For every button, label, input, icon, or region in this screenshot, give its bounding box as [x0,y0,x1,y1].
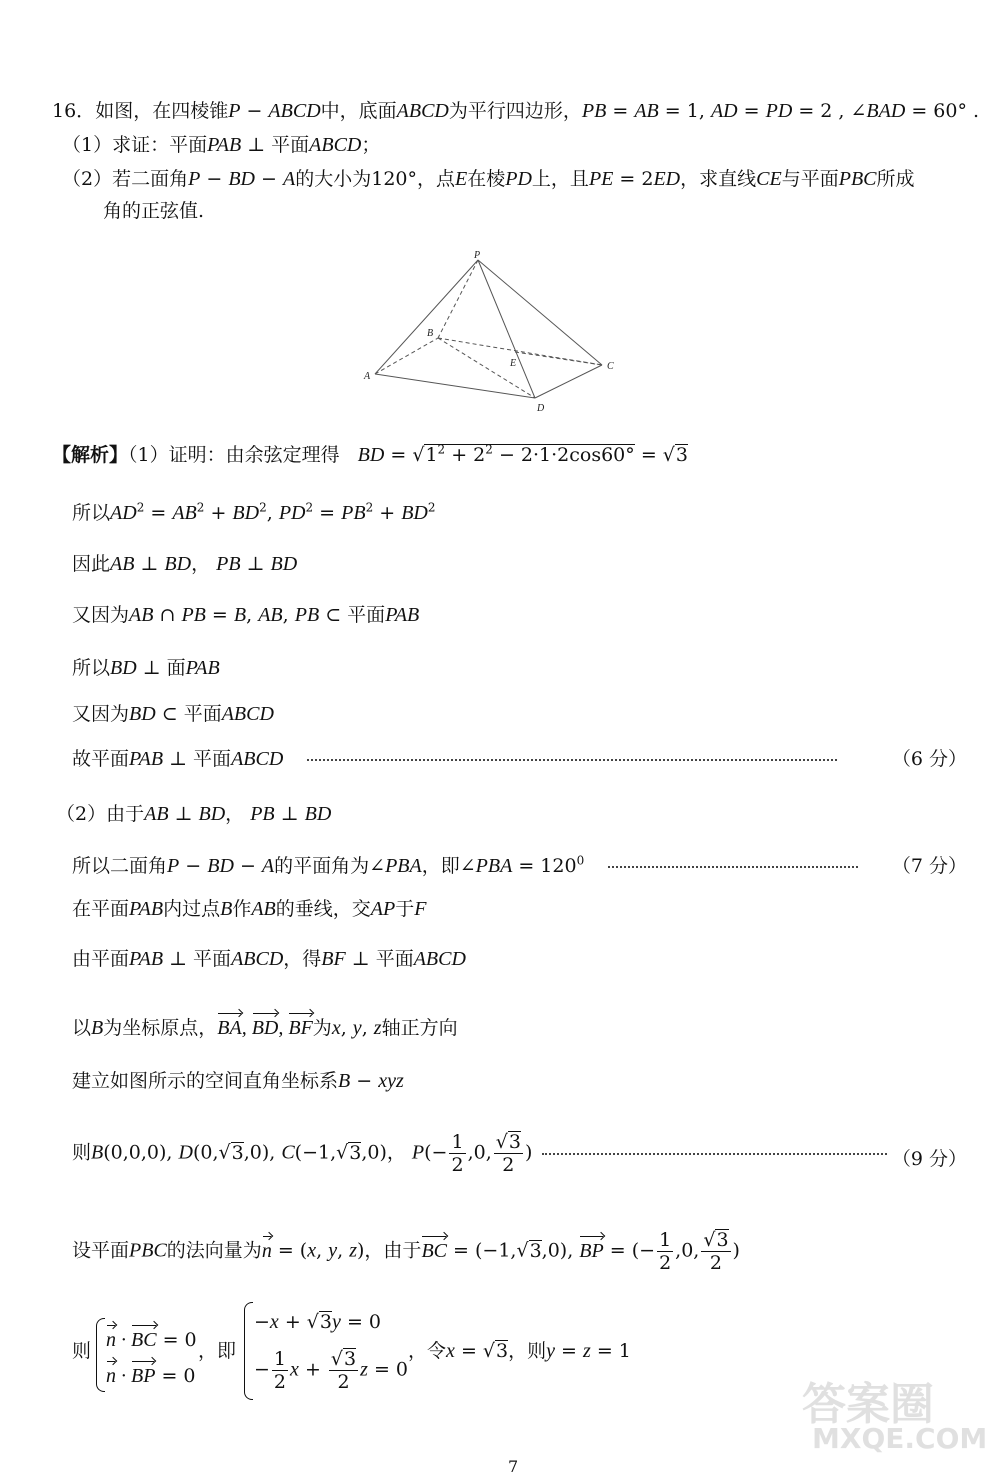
edge-AB [375,338,438,374]
edge-PC [478,260,602,365]
solution-line-14: 则B(0,0,0), D(0,√3,0), C(−1,√3,0)， P(− $\frac{1}{2}$ ,0, $\frac{√3}{2}$ ) （9 分） [72,1131,967,1176]
problem-part2: （2）若二面角P − BD − A的大小为120°，点E在棱PD上，且PE = 2ED，求直线CE与平面PBC所成 [62,168,915,190]
leader-dots [608,866,858,868]
solution-line-3: 因此AB ⊥ BD， PB ⊥ BD [72,553,298,575]
label-A: A [364,371,371,382]
equation-4: − $\frac{1}{2}$ x + $\frac{√3}{2}$ z = 0 [254,1348,408,1393]
edge-DC [535,365,602,398]
equation-1: n · BC = 0 [106,1322,197,1352]
label-P: P [474,250,481,261]
problem-part2-line2: 角的正弦值. [103,200,205,222]
edge-PA [375,260,478,374]
solution-line-16-ji: ，即 [198,1340,237,1362]
solution-line-13: 建立如图所示的空间直角坐标系B − xyz [72,1070,404,1092]
solution-line-2: 所以$AD^2 = AB^2 + BD^2$, $PD^2 = PB^2 + BD^2$ [72,500,436,524]
equation-3: −x + √3y = 0 [254,1311,381,1333]
solution-line-9: 所以二面角P − BD − A的平面角为∠PBA，即∠PBA = $120^0$ （7 分） [72,853,967,877]
leader-dots [542,1153,887,1155]
left-brace [244,1302,253,1400]
equation-2: n · BP = 0 [106,1358,196,1388]
label-E: E [510,358,517,369]
score-7: （7 分） [891,855,967,877]
solution-line-1: 【解析】（1）证明：由余弦定理得 BD = $√1^2 + 2^2 - 2\cdot 1\cdot 2\cos 60^\circ = √3$ [52,442,688,466]
solution-line-5: 所以BD ⊥ 面PAB [72,657,220,679]
solution-line-7: 故平面PAB ⊥ 平面ABCD （6 分） [72,748,967,770]
leader-dots [307,759,837,761]
edge-PB [438,260,478,338]
solution-line-16-label: 则 [72,1340,92,1362]
edge-PD [478,260,535,398]
watermark-logo: 答案圈 MXQE.COM [802,1379,988,1455]
solution-line-15: 设平面PBC的法向量为n = (x, y, z)，由于BC = (−1,√3,0), BP = (− $\frac{1}{2}$ ,0, $\frac{√3}{2}$ ) [72,1229,740,1274]
solution-line-16-rest: ，令x = √3，则y = z = 1 [408,1340,631,1362]
edge-AD [375,374,535,398]
pyramid-figure [360,248,620,418]
solution-line-8: （2）由于AB ⊥ BD， PB ⊥ BD [56,803,332,825]
edge-BD [438,338,535,398]
solution-line-11: 由平面PAB ⊥ 平面ABCD，得BF ⊥ 平面ABCD [72,948,466,970]
label-D: D [537,403,545,414]
left-brace [96,1318,105,1392]
solution-line-10: 在平面PAB内过点B作AB的垂线，交AP于F [72,898,427,920]
solution-line-12: 以B为坐标原点，BA, BD, BF为x, y, z轴正方向 [72,1010,458,1040]
problem-part1: （1）求证：平面PAB ⊥ 平面ABCD； [62,134,381,156]
problem-intro: 16．如图，在四棱锥P − ABCD中，底面ABCD为平行四边形，PB = AB = 1, AD = PD = 2 , ∠BAD = 60° . [52,100,980,122]
solution-line-6: 又因为BD ⊂ 平面ABCD [72,703,274,725]
solution-line-4: 又因为AB ∩ PB = B, AB, PB ⊂ 平面PAB [72,604,420,626]
label-B: B [427,328,434,339]
score-6: （6 分） [891,748,967,770]
label-C: C [607,361,614,372]
score-9: （9 分） [891,1148,967,1170]
page-number: 7 [508,1457,519,1476]
